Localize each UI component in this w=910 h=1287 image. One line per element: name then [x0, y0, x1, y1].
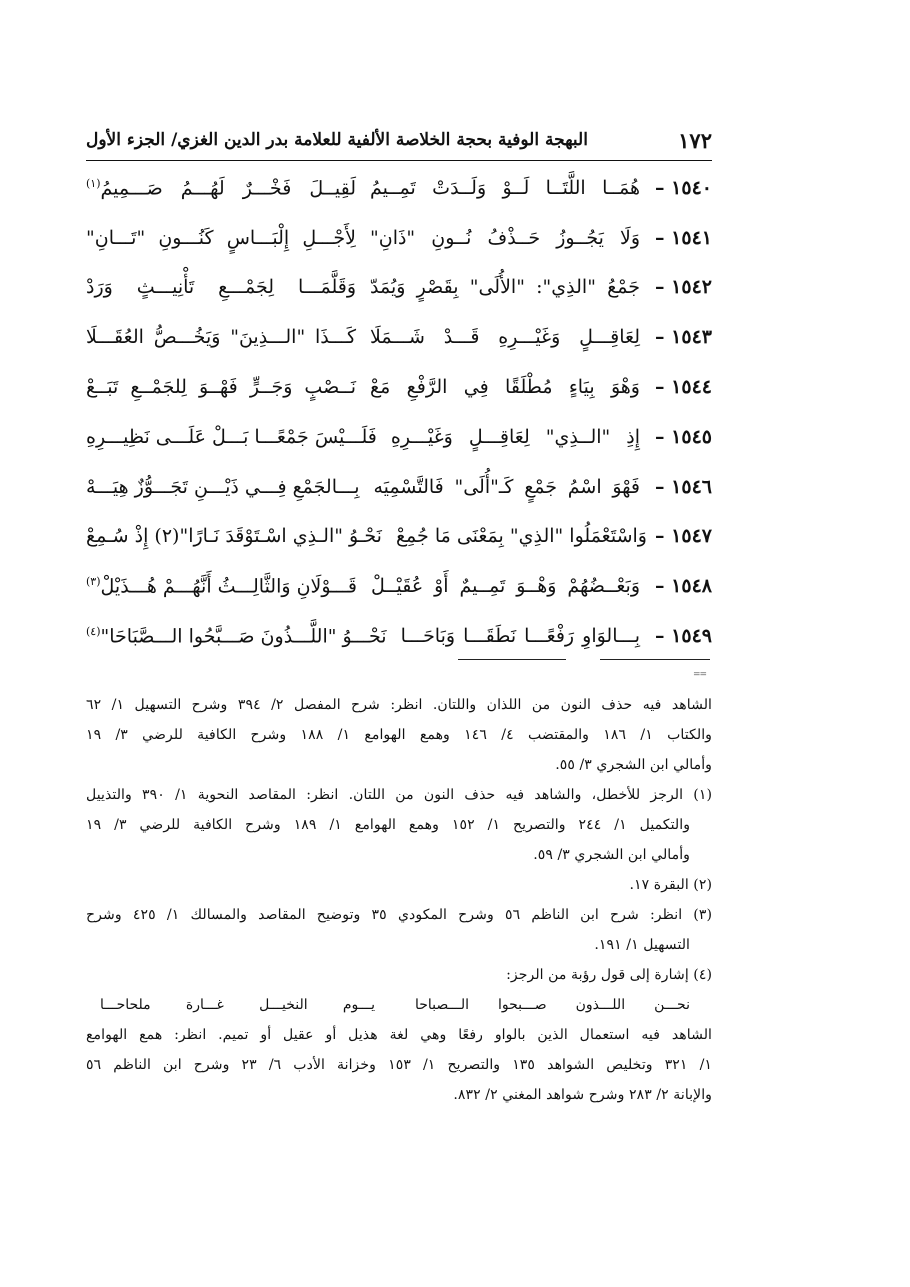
verse-second-hemistich-text: نَحْـوُ "الـذِي اسْـتَوْقَدَ نَـارًا"(٢) إِذْ سُـمِعْ [86, 525, 382, 548]
verse-second-hemistich [86, 376, 356, 398]
verse-first-hemistich: لِعَاقِـــلٍ وَغَيْـــرِهِ قَـــدْ شَـــمَلَا [370, 326, 640, 349]
footnote-2: (٢) البقرة ١٧. [629, 877, 712, 893]
verse-number: ١٥٤٨ – [655, 575, 712, 598]
verse-row [86, 512, 712, 562]
verse-second-hemistich [86, 227, 356, 249]
verse-row [86, 561, 712, 611]
verse-second-hemistich-text: نَحْـــوُ "اللَّـــذُونَ صَـــبَّحُوا الـــصَّبَاحَا" [100, 625, 387, 648]
verse-number: ١٥٤٠ – [655, 176, 712, 199]
verse-second-hemistich-text: قَـــوْلَانِ وَالثَّالِـــثُ أَنَّهُـــمْ هُـــذَيْلْ [100, 575, 357, 598]
footnote-separator-left [458, 659, 566, 660]
verse-number: ١٥٤٤ – [655, 376, 712, 399]
footnote-carry-line: وأمالي ابن الشجري ٣/ ٥٥. [555, 757, 712, 773]
verse-second-hemistich-text: وَقَلَّمَـــا لِجَمْـــعِ تَأْنِيـــثٍ وَرَدْ [86, 276, 356, 299]
verse-second-hemistich [86, 476, 360, 498]
footnotes [86, 690, 712, 1110]
verse-first-hemistich: وَلَا يَجُــوزُ حَــذْفُ نُــونِ "ذَانِ" [370, 226, 640, 249]
footnote-4-line: الشاهد فيه استعمال الذين بالواو رفعًا وهي لغة هذيل أو عقيل أو تميم. انظر: همع الهوامع [86, 1027, 712, 1043]
verse-second-hemistich [86, 575, 357, 597]
verse-first-hemistich: هُمَــا اللَّتَــا لَــوْ وَلَــدَتْ تَمِــيمُ [370, 176, 640, 199]
verse-first-hemistich: جَمْعُ "الذِي": "الأُلَى" بِقَصْرٍ وَيُمَدّ [370, 276, 640, 299]
verse-row [86, 213, 712, 263]
footnote-3-line: التسهيل ١/ ١٩١. [594, 937, 690, 953]
footnote-carry-line: الشاهد فيه حذف النون من اللذان واللتان. انظر: شرح المفصل ٢/ ٣٩٤ وشرح التسهيل ١/ ٦٢ [86, 697, 712, 713]
footnote-1-line: والتكميل ١/ ٢٤٤ والتصريح ١/ ١٥٢ وهمع الهوامع ١/ ١٨٩ وشرح الكافية للرضي ٣/ ١٩ [86, 817, 691, 833]
footnote-4-line: ١/ ٣٢١ وتخليص الشواهد ١٣٥ والتصريح ١/ ١٥٣ وخزانة الأدب ٦/ ٢٣ وشرح ابن الناظم ٥٦ [86, 1057, 713, 1073]
running-header [86, 120, 712, 161]
footnote-4-intro: (٤) إشارة إلى قول رؤبة من الرجز: [506, 967, 712, 983]
footnote-4-line: والإبانة ٢/ ٢٨٣ وشرح شواهد المغني ٢/ ٨٣٢. [453, 1087, 712, 1103]
verse-first-hemistich: فَهْوَ اسْمُ جَمْعٍ كَـ"أُلَى" فَالتَّسْمِيَه [373, 475, 640, 498]
footnote-4-verse [86, 990, 712, 1020]
footnote-1-line: (١) الرجز للأخطل، والشاهد فيه حذف النون من اللتان. انظر: المقاصد النحوية ١/ ٣٩٠ والتذييل [86, 787, 712, 803]
verse-first-hemistich: وَهْوَ بِيَاءٍ مُطْلَقًا فِي الرَّفْعِ مَعْ [370, 376, 640, 399]
verse-second-hemistich-text: فَلَـــيْسَ جَمْعًـــا بَـــلْ عَلَـــى نَظِيـــرِهِ [86, 425, 377, 448]
footnote-reference[interactable]: (٤) [86, 624, 101, 638]
footnote-separator-right [600, 659, 710, 660]
verse-number: ١٥٤٥ – [655, 425, 712, 448]
footnote-verse-second-hemistich: يـــوم النخيـــل غـــارة ملحاحـــا [100, 997, 375, 1013]
verse-second-hemistich [86, 326, 356, 348]
separator-mark: == [693, 670, 707, 680]
verse-second-hemistich [86, 525, 382, 547]
verse-list [86, 163, 712, 661]
verse-row [86, 362, 712, 412]
verse-second-hemistich [86, 276, 356, 298]
verse-row [86, 312, 712, 362]
verse-first-hemistich: إِذِ "الــذِي" لِعَاقِـــلٍ وَغَيْـــرِهِ [390, 425, 640, 448]
footnote-1-line: وأمالي ابن الشجري ٣/ ٥٩. [533, 847, 690, 863]
verse-second-hemistich [86, 177, 356, 199]
verse-second-hemistich-text: نَــصْبٍ وَجَــرٍّ فَهْــوَ لِلجَمْــعِ تَبَــعْ [86, 376, 356, 399]
verse-row [86, 263, 712, 313]
footnote-carry-line: والكتاب ١/ ١٨٦ والمقتضب ٤/ ١٤٦ وهمع الهوامع ١/ ١٨٨ وشرح الكافية للرضي ٣/ ١٩ [86, 727, 712, 743]
verse-number: ١٥٤٣ – [655, 326, 712, 349]
verse-second-hemistich-text: كَـــذَا "الـــذِينَ" وَيَخُـــصُّ العُقَـــلَا [86, 326, 356, 349]
footnote-3-line: (٣) انظر: شرح ابن الناظم ٥٦ وشرح المكودي ٣٥ وتوضيح المقاصد والمسالك ١/ ٤٢٥ وشرح [86, 907, 712, 923]
verse-row [86, 163, 712, 213]
footnote-verse-first-hemistich: نحـــن اللـــذون صـــبحوا الـــصباحا [415, 997, 690, 1013]
book-title: البهجة الوفية بحجة الخلاصة الألفية للعلامة بدر الدين الغزي/ الجزء الأول [86, 130, 588, 150]
verse-first-hemistich: وَاسْتَعْمَلُوا "الذِي" بِمَعْنَى مَا جُمِعْ [395, 525, 647, 548]
verse-row [86, 611, 712, 661]
verse-row [86, 412, 712, 462]
page-number: ١٧٢ [678, 127, 712, 153]
verse-second-hemistich [86, 625, 387, 647]
verse-row [86, 462, 712, 512]
verse-second-hemistich-text: بِـــالجَمْعِ فِـــي ذَيْـــنِ تَجَـــوُّزٌ هِيَـــهْ [86, 475, 360, 498]
verse-second-hemistich-text: لَقِيــلَ فَخْـــرٌ لَهُـــمُ صَـــمِيمُ [100, 177, 356, 200]
footnote-reference[interactable]: (١) [86, 176, 101, 190]
verse-number: ١٥٤٩ – [655, 625, 712, 648]
footnote-reference[interactable]: (٣) [86, 575, 101, 589]
verse-first-hemistich: وَبَعْــضُهُمْ وَهْــوَ تَمِــيمٌ أَوْ عُقَيْــلْ [370, 575, 640, 598]
verse-number: ١٥٤٢ – [655, 276, 712, 299]
verse-second-hemistich [86, 426, 377, 448]
verse-number: ١٥٤٦ – [655, 475, 712, 498]
verse-number: ١٥٤٧ – [655, 525, 712, 548]
verse-number: ١٥٤١ – [655, 226, 712, 249]
verse-second-hemistich-text: لِأَجْـــلِ إِلْبَـــاسٍ كَنُـــونِ "تَـــانِ" [86, 226, 356, 249]
verse-first-hemistich: بِـــالوَاوِ رَفْعًـــا نَطَقَـــا وَبَاحَـــا [400, 625, 640, 648]
